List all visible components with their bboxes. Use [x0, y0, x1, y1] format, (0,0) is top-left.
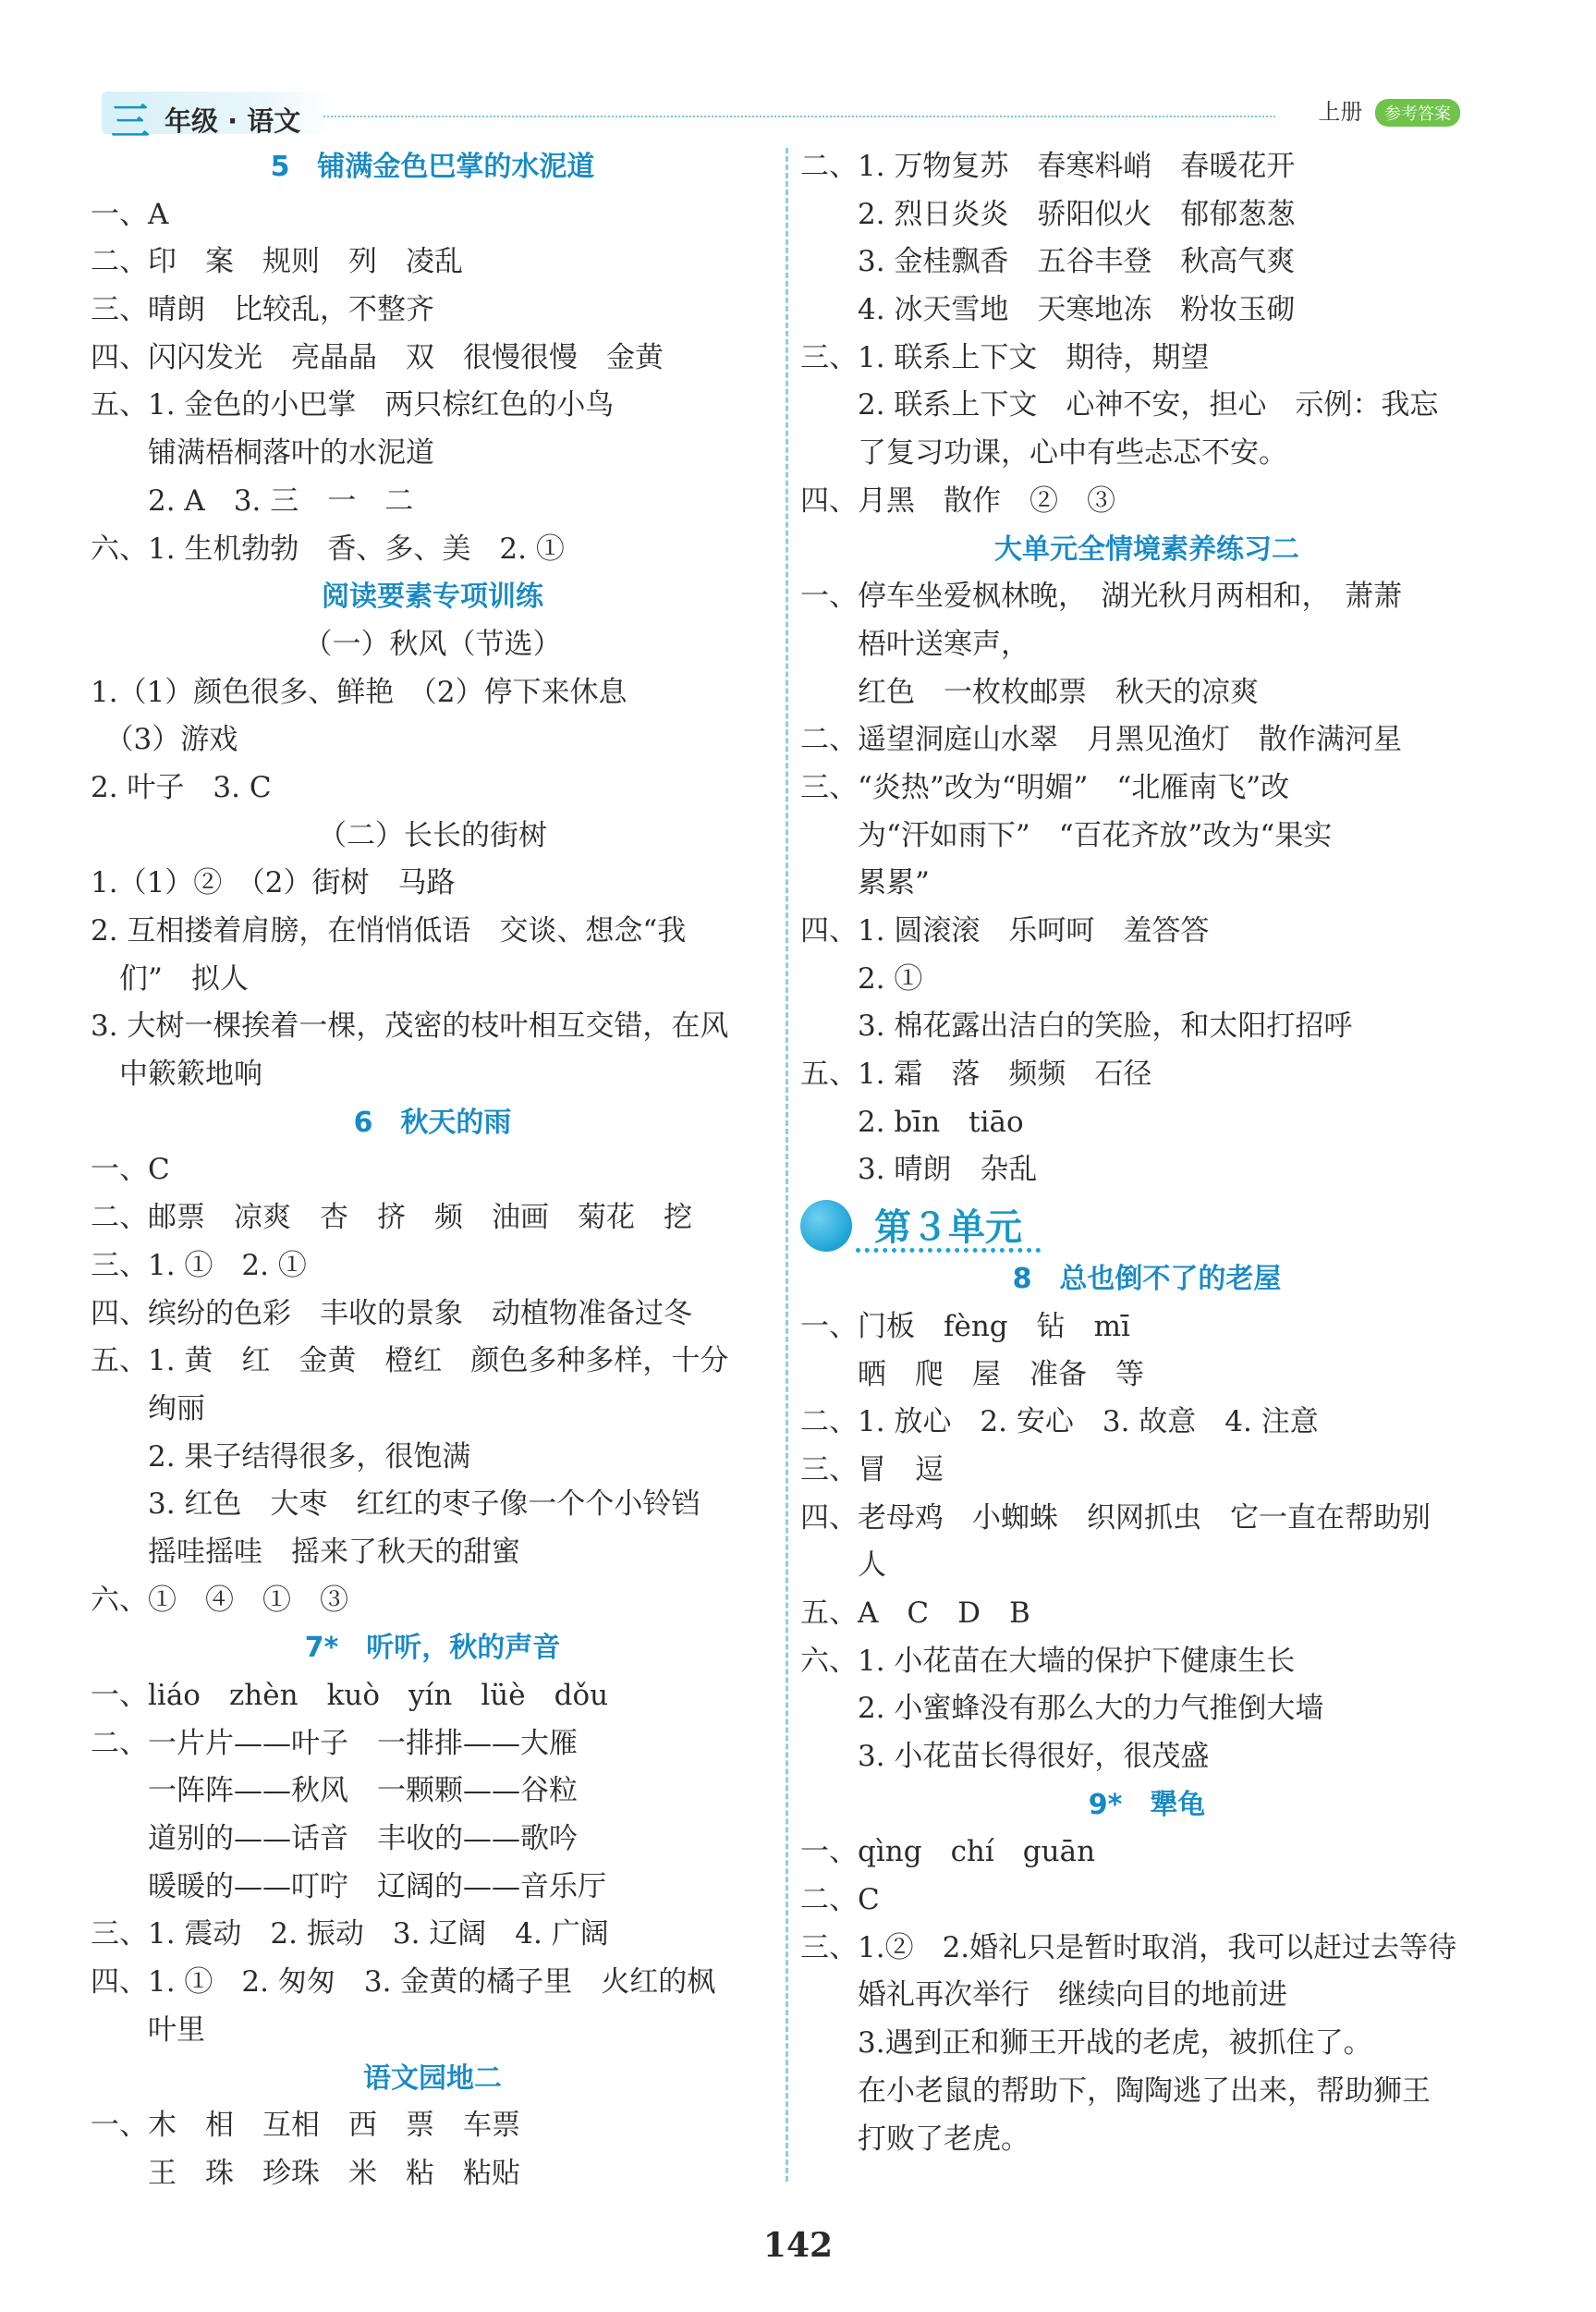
answer-line: 在小老鼠的帮助下，陶陶逃了出来，帮助狮王: [800, 2073, 1431, 2108]
grade-badge: [102, 92, 333, 144]
section-title: 语文园地二: [363, 2061, 502, 2095]
answer-line: 二、遥望洞庭山水翠 月黑见渔灯 散作满河星: [800, 723, 1402, 757]
answer-line: 二、印 案 规则 列 凌乱: [91, 245, 463, 279]
section-title: 6 秋天的雨: [353, 1106, 512, 1139]
grade-number: 三: [111, 99, 151, 144]
answer-line: 三、1. 联系上下文 期待，期望: [800, 340, 1210, 374]
header-volume: [1318, 93, 1460, 127]
answer-line: 暖暖的——叮咛 辽阔的——音乐厅: [91, 1869, 606, 1903]
subsection-title: （一）秋风（节选）: [303, 627, 562, 661]
answer-line: 六、1. 生机勃勃 香、多、美 2. ①: [91, 532, 565, 566]
answer-line: 一、liáo zhèn kuò yín lüè dǒu: [91, 1679, 609, 1712]
answer-line: 3. 棉花露出洁白的笑脸，和太阳打招呼: [800, 1009, 1353, 1044]
answer-line: 一、C: [91, 1153, 170, 1187]
answer-line: 2. ①: [800, 961, 923, 996]
answer-line: 中簌簌地响: [91, 1058, 262, 1092]
section-title: 阅读要素专项训练: [322, 581, 543, 614]
answer-line: 一、A: [91, 197, 169, 231]
left-column: [91, 143, 774, 2198]
answer-line: 五、1. 黄 红 金黄 橙红 颜色多种多样，十分: [91, 1344, 729, 1378]
answer-line: 打败了老虎。: [800, 2122, 1029, 2156]
header-dotted-line: [323, 116, 1275, 117]
subsection-title: （二）长长的街树: [318, 818, 547, 852]
answer-line: 四、缤纷的色彩 丰收的景象 动植物准备过冬: [91, 1296, 692, 1330]
section-title: 5 铺满金色巴掌的水泥道: [270, 151, 595, 183]
answer-line: 二、1. 放心 2. 安心 3. 故意 4. 注意: [800, 1405, 1319, 1439]
answer-line: （3）游戏: [91, 723, 238, 757]
answer-line: 五、1. 金色的小巴掌 两只棕红色的小鸟: [91, 388, 615, 422]
answer-line: 3. 红色 大枣 红红的枣子像一个个小铃铛: [91, 1487, 701, 1522]
answer-line: 晒 爬 屋 准备 等: [800, 1357, 1144, 1391]
answer-line: 一、门板 fèng 钻 mī: [800, 1309, 1130, 1343]
grade-subject: 年级 · 语文: [164, 105, 301, 137]
answer-line: 六、1. 小花苗在大墙的保护下健康生长: [800, 1644, 1296, 1678]
unit-dots: [856, 1248, 1041, 1253]
answer-line: 累累”: [800, 866, 930, 900]
answer-line: 3. 小花苗长得很好，很茂盛: [800, 1740, 1210, 1773]
right-column: [800, 143, 1493, 2163]
answer-line: 三、晴朗 比较乱，不整齐: [91, 293, 434, 327]
answer-line: 1.（1）② （2）街树 马路: [91, 866, 456, 900]
answer-line: 2. 果子结得很多，很饱满: [91, 1439, 471, 1474]
answer-line: 为“汗如雨下” “百花齐放”改为“果实: [800, 818, 1333, 852]
answer-line: 二、一片片——叶子 一排排——大雁: [91, 1726, 578, 1760]
answer-line: 五、1. 霜 落 频频 石径: [800, 1058, 1152, 1092]
answer-line: 梧叶送寒声，: [800, 627, 1029, 661]
answer-line: 一阵阵——秋风 一颗颗——谷粒: [91, 1774, 578, 1808]
answer-line: 3. 大树一棵挨着一棵，茂密的枝叶相互交错，在风: [91, 1009, 729, 1044]
answer-line: 3.遇到正和狮王开战的老虎，被抓住了。: [800, 2026, 1372, 2061]
answer-line: 三、“炎热”改为“明媚” “北雁南飞”改: [800, 770, 1290, 804]
answer-line: 一、停车坐爱枫林晚， 湖光秋月两相和， 萧萧: [800, 580, 1402, 614]
section-title: 9* 犟龟: [1088, 1788, 1206, 1821]
answer-line: 三、冒 逗: [800, 1452, 944, 1486]
section-title: 8 总也倒不了的老屋: [1012, 1263, 1282, 1296]
page-number: 142: [762, 2226, 834, 2265]
answer-line: 2. 联系上下文 心神不安，担心 示例：我忘: [800, 388, 1439, 422]
answer-line: 2. A 3. 三 一 二: [91, 483, 414, 518]
answer-line: 四、闪闪发光 亮晶晶 双 很慢很慢 金黄: [91, 340, 664, 374]
unit-circle-icon: [800, 1200, 852, 1252]
section-title: 大单元全情境素养练习二: [994, 532, 1299, 566]
column-divider: [786, 148, 788, 2182]
answer-line: 了复习功课，心中有些忐忑不安。: [800, 436, 1287, 471]
answer-line: 王 珠 珍珠 米 粘 粘贴: [91, 2156, 520, 2190]
answer-line: 四、1. ① 2. 匆匆 3. 金黄的橘子里 火红的枫: [91, 1965, 716, 2000]
answer-line: 2. 烈日炎炎 骄阳似火 郁郁葱葱: [800, 197, 1296, 231]
section-title: 7* 听听，秋的声音: [304, 1632, 561, 1665]
answer-line: 们” 拟人: [91, 961, 249, 996]
answer-line: 四、1. 圆滚滚 乐呵呵 羞答答: [800, 914, 1210, 948]
answer-line: 绚丽: [91, 1391, 205, 1425]
answer-line: 3. 晴朗 杂乱: [800, 1153, 1038, 1187]
answer-line: 五、A C D B: [800, 1596, 1030, 1630]
answer-line: 红色 一枚枚邮票 秋天的凉爽: [800, 675, 1259, 709]
answer-line: 铺满梧桐落叶的水泥道: [91, 436, 434, 471]
answer-line: 三、1. ① 2. ①: [91, 1248, 307, 1282]
unit-banner: [800, 1196, 1493, 1255]
page-header: [102, 88, 1460, 143]
answer-line: 四、月黑 散作 ② ③: [800, 483, 1115, 518]
answer-line: 4. 冰天雪地 天寒地冻 粉妆玉砌: [800, 293, 1296, 327]
answer-line: 2. 互相搂着肩膀，在悄悄低语 交谈、想念“我: [91, 914, 687, 948]
answer-line: 2. bīn tiāo: [800, 1105, 1024, 1139]
answer-line: 二、C: [800, 1883, 880, 1917]
answer-line: 人: [800, 1548, 886, 1583]
unit-title: 第３单元: [874, 1206, 1022, 1250]
answer-line: 二、邮票 凉爽 杏 挤 频 油画 菊花 挖: [91, 1201, 692, 1235]
answer-line: 三、1.② 2.婚礼只是暂时取消，我可以赶过去等待: [800, 1930, 1457, 1964]
answer-line: 2. 叶子 3. C: [91, 770, 272, 804]
volume-label: 上册: [1318, 99, 1363, 125]
answer-tag: 参考答案: [1375, 99, 1460, 127]
answer-line: 2. 小蜜蜂没有那么大的力气推倒大墙: [800, 1692, 1324, 1726]
answer-line: 六、① ④ ① ③: [91, 1583, 348, 1617]
answer-line: 一、qìng chí guān: [800, 1835, 1096, 1869]
answer-line: 叶里: [91, 2012, 205, 2047]
answer-line: 婚礼再次举行 继续向目的地前进: [800, 1978, 1287, 2012]
answer-line: 道别的——话音 丰收的——歌吟: [91, 1822, 578, 1856]
answer-line: 三、1. 震动 2. 振动 3. 辽阔 4. 广阔: [91, 1917, 609, 1951]
answer-line: 一、木 相 互相 西 票 车票: [91, 2109, 520, 2143]
answer-line: 3. 金桂飘香 五谷丰登 秋高气爽: [800, 245, 1296, 279]
answer-line: 二、1. 万物复苏 春寒料峭 春暖花开: [800, 150, 1296, 183]
answer-line: 摇哇摇哇 摇来了秋天的甜蜜: [91, 1535, 520, 1569]
answer-line: 四、老母鸡 小蜘蛛 织网抓虫 它一直在帮助别: [800, 1500, 1431, 1535]
answer-line: 1.（1）颜色很多、鲜艳 （2）停下来休息: [91, 675, 627, 709]
